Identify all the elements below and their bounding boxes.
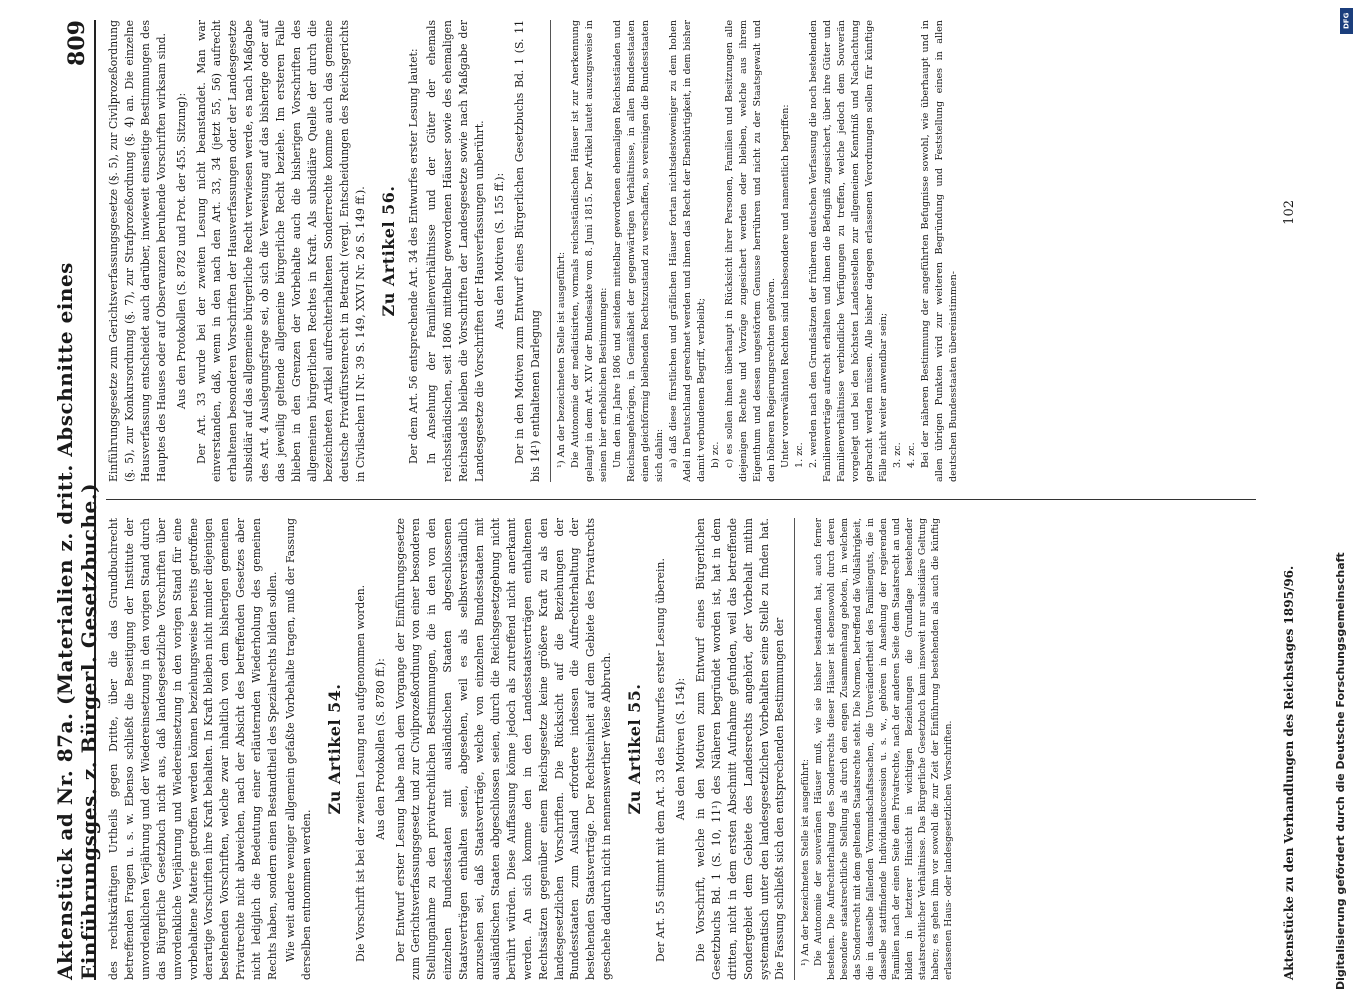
- footnote-item: 4. zc.: [905, 442, 917, 468]
- paragraph: Der Art. 33 wurde bei der zweiten Lesung nicht beanstandet. Man war einverstanden, daß, wenn in den nach den Art. 33, 34 (jetzt 55, 56) aufrecht erhaltenen besonderen Vorschriften der Hausverfassungen oder der Landesgesetze subsidiär auf das allgemeine bürgerliche Recht verwiesen werde, es nach Maßgabe des Art. 4 Auslegungsfrage sei, ob sich die Verweisung auf das bisherige oder auf das jeweilig geltende allgemeine bürgerliche Recht beziehe. Im ersteren Falle blieben in den Grenzen der Vorbehalte auch die bisherigen Vorschriften des allgemeinen bürgerlichen Rechtes in Kraft. Als subsidiäre Quelle der durch die bezeichneten Artikel aufrechterhaltenen Sonderrechte komme auch das gemeine deutsche Privatfürstenrecht in Betracht (vergl. Entscheidungen des Reichsgerichts in Civilsachen II Nr. 39 S. 149, XXVI Nr. 26 S. 149 ff.).: [194, 20, 367, 482]
- paragraph: Einführungsgesetze zum Gerichtsverfassungsgesetze (§. 5), zur Civilprozeßordnung (§. 5), zur Konkursordnung (§. 7), zur Strafprozeßordnung (§. 4) an. Die einzelne Hausverfassung entscheidet auch darüber, inwieweit einseitige Bestimmungen des Hauptes des Hauses oder auf Observanzen beruhende Vorschriften wirksam sind.: [107, 20, 168, 482]
- paragraph: Die Vorschrift, welche in den Motiven zum Entwurf eines Bürgerlichen Gesetzbuchs Bd. 1 (S. 10, 11¹) des Näheren begründet worden ist, hat in dem dritten, nicht in dem ersten Abschnitt Aufnahme gefunden, weil das betreffende Sondergebiet dem Gebiete des Landesrechts angehört, der Vorbehalt mithin systematisch unter den landesgesetzlichen Vorbehalten seine Stelle zu finden hat. Die Fassung schließt sich den entsprechenden Bestimmungen der: [693, 518, 787, 980]
- footnote-intro: ¹) An der bezeichneten Stelle ist ausgeführt:: [555, 251, 567, 468]
- source-line: Aus den Protokollen (S. 8782 und Prot. der 455. Sitzung):: [174, 92, 188, 410]
- paragraph: des rechtskräftigen Urtheils gegen Dritte, über die das Grundbuchrecht betreffenden Fragen u. s. w. Ebenso schließt die Beseitigung der Institute der unvordenklichen Verjährung und der Wiedereinsetzung in den vorigen Stand durch das Bürgerliche Gesetzbuch nicht aus, daß landesgesetzliche Vorschriften über unvordenkliche Verjährung und Wiedereinsetzung in den vorigen Stand für eine vorbehaltene Materie getroffen werden können beziehungsweise bereits getroffene derartige Vorschriften ihre Kraft behalten. In Kraft bleiben nicht minder diejenigen bestehenden Vorschriften, welche zwar inhaltlich von dem bisherigen gemeinen Privatrechte nicht abweichen, nach der Absicht des betreffenden Gesetzes aber nicht lediglich die Bedeutung einer erläuternden Wiederholung des gemeinen Rechts haben, sondern einen Bestandtheil des Spezialrechts bilden sollen.: [107, 518, 280, 980]
- footer-source: Aktenstücke zu den Verhandlungen des Reichstages 1895/96.: [1282, 565, 1296, 980]
- paragraph: Der Art. 55 stimmt mit dem Art. 33 des Entwurfes erster Lesung überein.: [654, 558, 668, 962]
- paragraph: Der dem Art. 56 entsprechende Art. 34 des Entwurfes erster Lesung lautet:: [407, 48, 421, 464]
- quoted-paragraph: In Ansehung der Familienverhältnisse und der Güter der ehemals reichsständischen, seit 1806 mittelbar gewordenen Häuser sowie des ehemaligen Reichsadels bleiben die Vorschriften der Landesgesetze sowie nach Maßgabe der Landesgesetze die Vorschriften der Hausverfassungen unberührt.: [425, 20, 487, 482]
- paragraph: Der Entwurf erster Lesung habe nach dem Vorgange der Einführungsgesetze zum Gerichtsverfassungsgesetz und zur Civilprozeßordnung von einer besonderen Stellungnahme zu den privatrechtlichen Bestimmungen, die in den von den einzelnen Bundesstaaten mit ausländischen Staaten abgeschlossenen Staatsverträgen enthalten seien, abgesehen, weil es als selbstverständlich anzusehen sei, daß Staatsverträge, welche von einzelnen Bundesstaaten mit ausländischen Staaten abgeschlossen seien, durch die Reichsgesetzgebung nicht berührt würden. Diese Auffassung könne jedoch als zutreffend nicht anerkannt werden. An sich komme den in den Landesstaatsverträgen enthaltenen Rechtssätzen gegenüber einem Reichsgesetze keine größere Kraft zu als den landesgesetzlichen Vorschriften. Die Rücksicht auf die Beziehungen der Bundesstaaten zum Ausland erfordere indessen die Aufrechterhaltung der bestehenden Staatsverträge. Der Rechtseinheit auf dem Gebiete des Privatrechts geschehe dadurch nicht in nennenswerther Weise Abbruch.: [393, 518, 614, 980]
- footer-page-number: 102: [1281, 200, 1297, 225]
- footnote-text: Bei der näheren Bestimmung der angeführten Befugnisse sowohl, wie überhaupt und in allen übrigen Punkten wird zur weiteren Begründung und Feststellung eines in allen deutschen Bundesstaaten übereinstimmen-: [919, 20, 959, 482]
- footnote-intro: ¹) An der bezeichneten Stelle ist ausgeführt:: [800, 759, 812, 966]
- paragraph: Die Vorschrift ist bei der zweiten Lesung neu aufgenommen worden.: [353, 584, 367, 962]
- digitization-notice: Digitalisierung gefördert durch die Deutsche Forschungsgemeinschaft: [1334, 552, 1347, 990]
- document-page: [53, 20, 1300, 980]
- footnote-text: Unter vorerwähnten Rechten sind insbesondere und namentlich begriffen:: [779, 104, 791, 468]
- section-heading: Zu Artikel 55.: [625, 683, 645, 815]
- page-number: 809: [64, 20, 90, 66]
- footnote-item: 3. zc.: [891, 442, 903, 468]
- paragraph: Der in den Motiven zum Entwurf eines Bürgerlichen Gesetzbuchs Bd. 1 (S. 11 bis 14¹) enthaltenen Darlegung: [512, 20, 542, 482]
- section-heading: Zu Artikel 56.: [378, 185, 398, 317]
- source-line: Aus den Motiven (S. 154):: [674, 677, 687, 821]
- page-header: [53, 20, 101, 980]
- footnote-item: c) es sollen ihnen überhaupt in Rücksicht ihrer Personen, Familien und Besitzungen alle diejenigen Rechte und Vorzüge zugesichert werden oder bleiben, welche aus ihrem Eigenthum und dessen ungestörtem Genusse herrühren und nicht zu der Staatsgewalt und den höheren Regierungsrechten gehören.: [723, 20, 777, 482]
- footnote: [550, 20, 961, 482]
- section-heading: Zu Artikel 54.: [324, 683, 344, 815]
- footnote-item: 2. werden nach den Grundsätzen der früheren deutschen Verfassung die noch bestehenden Familienverträge aufrecht erhalten und ihnen die Befugniß zugesichert, über ihre Güter und Familienverhältnisse verbindliche Verfügungen zu treffen, welche jedoch dem Souverän vorgelegt und bei den höchsten Landesstellen zur allgemeinen Kenntniß und Nachachtung gebracht werden müssen. Alle bisher dagegen erlassenen Verordnungen sollen für künftige Fälle nicht weiter anwendbar sein;: [807, 20, 889, 482]
- footnote: [794, 518, 955, 980]
- footnote-item: 1. zc.: [793, 442, 805, 468]
- paragraph: Wie weit andere weniger allgemein gefaßte Vorbehalte tragen, muß der Fassung derselben entnommen werden.: [283, 518, 313, 980]
- right-column: [106, 20, 961, 482]
- source-line: Aus den Protokollen (S. 8780 ff.):: [373, 658, 387, 840]
- footnote-item: a) daß diese fürstlichen und gräflichen Häuser fortan nichtsdestoweniger zu dem hohen Adel in Deutschland gerechnet werden und ihnen das Recht der Ebenbürtigkeit, in dem bisher damit verbundenen Begriff, verbleibt;: [667, 20, 707, 482]
- page-title: Aktenstück ad Nr. 87a. (Materialien z. dritt. Abschnitte eines Einführungsges. z. Bürgerl. Gesetzbuche.): [53, 262, 101, 980]
- footnote-text: Die Autonomie der mediatisirten, vormals reichsständischen Häuser ist zur Anerkennung gelangt in dem Art. XIV der Bundesakte vom 8. Juni 1815. Der Artikel lautet auszugsweise in seinen hier erheblichen Bestimmungen:: [569, 20, 609, 482]
- page-footer: [1278, 20, 1300, 980]
- source-line: Aus den Motiven (S. 155 ff.):: [492, 172, 506, 330]
- dfg-logo: DFG: [1340, 8, 1353, 34]
- column-divider: [106, 499, 1256, 500]
- footnote-text: Die Autonomie der souveränen Häuser muß, wie sie bisher bestanden hat, auch ferner bestehen. Die Aufrechterhaltung des Sonderrechts dieser Häuser ist ebensowohl durch deren besondere staatsrechtliche Stellung als durch den engen Zusammenhang geboten, in welchem das Sonderrecht mit dem geltenden Staatsrechte steht. Die Normen, betreffend die Vollsährigkeit, die in dasselbe fallenden Vormundschaftssachen, die Unverändertheit des Familienguts, die in dasselbe stattfindende Individualsuccession u. s. w., gehören in Ansehung der regierenden Familien nach der einen Seite dem Privatrechte, nach der anderen Seite dem Staatsrecht an und bilden in letzterer Hinsicht in wichtigen Beziehungen die Grundlage bestehender staatsrechtlicher Verhältnisse. Das Bürgerliche Gesetzbuch kann insoweit nur subsidiäre Geltung haben; es gehen ihm vor sowohl die zur Zeit der Einführung bestehenden als auch die künftig erlassenen Haus- oder landesgesetzlichen Vorschriften.: [813, 518, 955, 980]
- footnote-text: Um den im Jahre 1806 und seitdem mittelbar gewordenen ehemaligen Reichsständen und Reichsangehörigen, in Gemäßheit der gegenwärtigen Verhältnisse, in allen Bundesstaaten einen gleichförmig bleibenden Rechtszustand zu verschaffen, so vereinigen die Bundesstaaten sich dahin:: [611, 20, 665, 482]
- left-column: [106, 518, 955, 980]
- footnote-item: b) zc.: [709, 441, 721, 468]
